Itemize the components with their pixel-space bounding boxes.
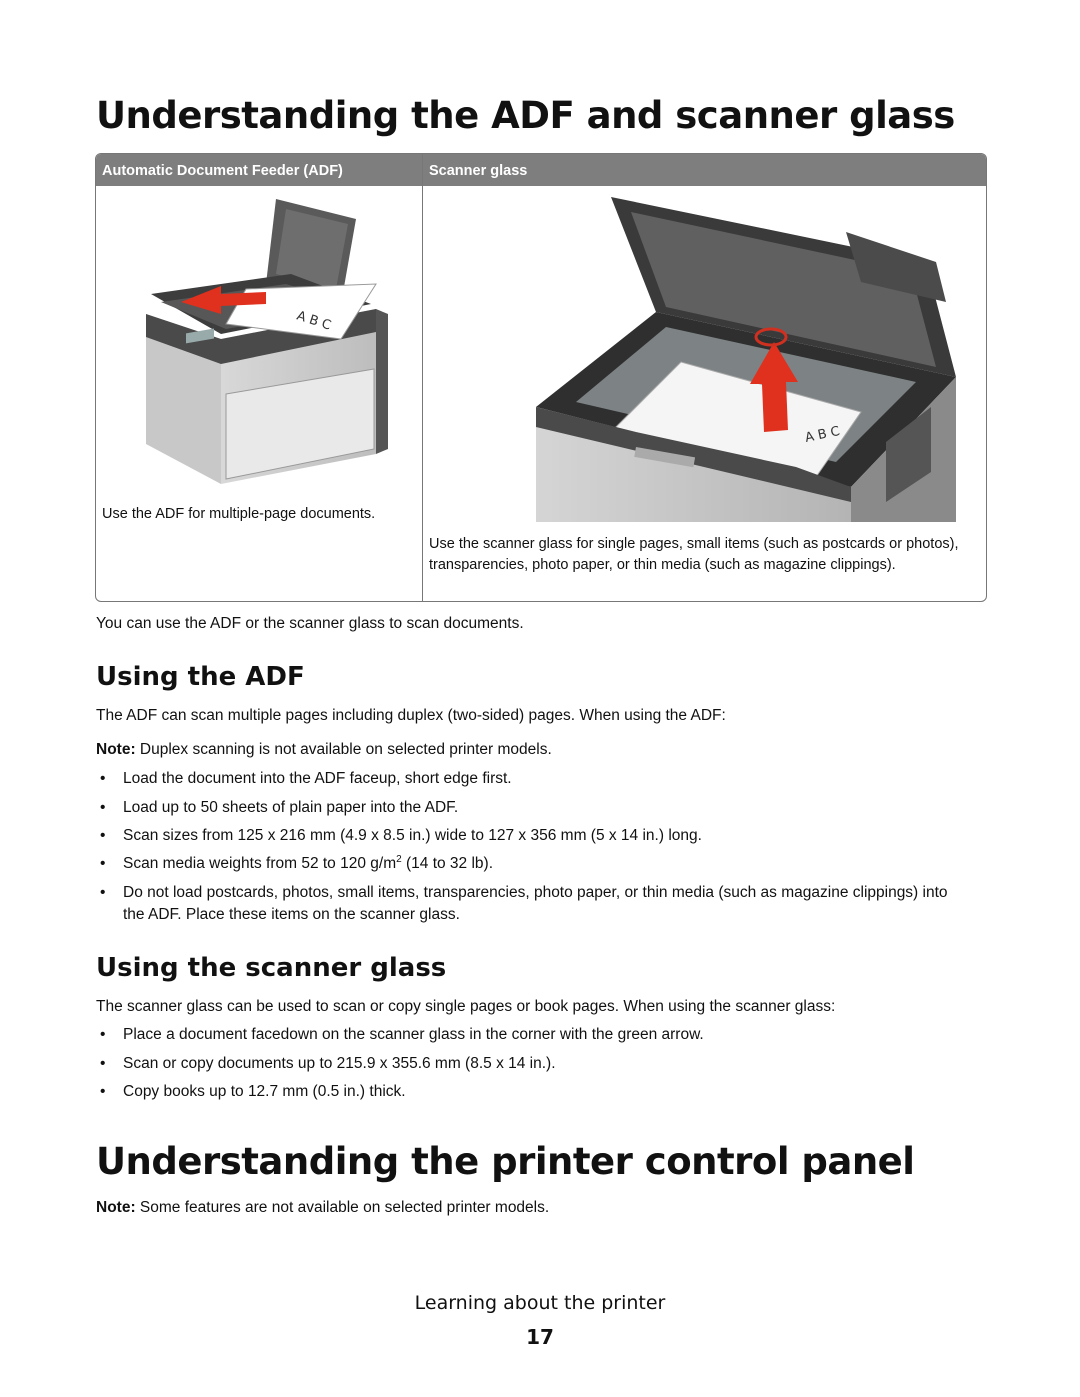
list-item-text: Do not load postcards, photos, small items, transparencies, photo paper, or thin media (such as magazine clippings) into the ADF. Place these items on the scanner glass. bbox=[123, 884, 948, 923]
list-item-text: Copy books up to 12.7 mm (0.5 in.) thick. bbox=[123, 1083, 406, 1100]
list-item-text: Place a document facedown on the scanner glass in the corner with the green arrow. bbox=[123, 1026, 704, 1043]
scanner-glass-caption: Use the scanner glass for single pages, small items (such as postcards or photos), transparencies, photo paper, or thin media (such as magazine clippings). bbox=[429, 536, 959, 574]
bullet-icon: • bbox=[100, 827, 106, 844]
superscript-2: 2 bbox=[396, 853, 402, 865]
note-text: Some features are not available on selected printer models. bbox=[135, 1199, 550, 1216]
bullet4-text-pre: Scan media weights from 52 to 120 g/m bbox=[123, 855, 397, 872]
bullet-icon: • bbox=[100, 884, 106, 901]
control-panel-note bbox=[96, 1198, 549, 1219]
page-number: 17 bbox=[526, 1325, 554, 1349]
bullet-icon: • bbox=[100, 855, 106, 872]
section-heading-adf-scanner-glass: Understanding the ADF and scanner glass bbox=[96, 94, 955, 137]
subheading-using-scanner-glass: Using the scanner glass bbox=[96, 953, 447, 983]
bullet-icon: • bbox=[100, 1055, 106, 1072]
list-item-text bbox=[123, 853, 963, 875]
svg-text:A B C: A B C bbox=[803, 423, 842, 446]
svg-text:A B C: A B C bbox=[294, 308, 333, 334]
bullet-icon: • bbox=[100, 770, 106, 787]
intro-paragraph: You can use the ADF or the scanner glass to scan documents. bbox=[96, 615, 524, 632]
table-column-divider bbox=[422, 154, 423, 601]
adf-note bbox=[96, 740, 552, 761]
table-header-adf: Automatic Document Feeder (ADF) bbox=[102, 163, 343, 179]
subheading-using-adf: Using the ADF bbox=[96, 662, 305, 692]
adf-vs-glass-table bbox=[95, 153, 987, 602]
bullet4-text-post: (14 to 32 lb). bbox=[401, 855, 494, 872]
table-header-row bbox=[96, 154, 986, 186]
list-item-text: Load up to 50 sheets of plain paper into the ADF. bbox=[123, 799, 459, 816]
list-item-text: Scan sizes from 125 x 216 mm (4.9 x 8.5 in.) wide to 127 x 356 mm (5 x 14 in.) long. bbox=[123, 827, 702, 844]
bullet-icon: • bbox=[100, 1083, 106, 1100]
table-header-scanner-glass: Scanner glass bbox=[429, 163, 528, 179]
note-label: Note: bbox=[96, 1199, 136, 1216]
note-label: Note: bbox=[96, 741, 136, 758]
section-heading-control-panel: Understanding the printer control panel bbox=[96, 1140, 915, 1183]
scanner-glass-printer-illustration bbox=[516, 192, 966, 522]
adf-lead-paragraph: The ADF can scan multiple pages including duplex (two-sided) pages. When using the ADF: bbox=[96, 707, 726, 724]
glass-lead-paragraph: The scanner glass can be used to scan or copy single pages or book pages. When using the scanner glass: bbox=[96, 998, 836, 1015]
list-item-text: Load the document into the ADF faceup, short edge first. bbox=[123, 770, 512, 787]
footer-chapter-title: Learning about the printer bbox=[414, 1292, 666, 1314]
bullet-icon: • bbox=[100, 1026, 106, 1043]
list-item-text: Scan or copy documents up to 215.9 x 355.6 mm (8.5 x 14 in.). bbox=[123, 1055, 556, 1072]
bullet-icon: • bbox=[100, 799, 106, 816]
note-text: Duplex scanning is not available on selected printer models. bbox=[135, 741, 552, 758]
adf-printer-illustration bbox=[126, 194, 396, 494]
adf-caption: Use the ADF for multiple-page documents. bbox=[102, 506, 376, 522]
